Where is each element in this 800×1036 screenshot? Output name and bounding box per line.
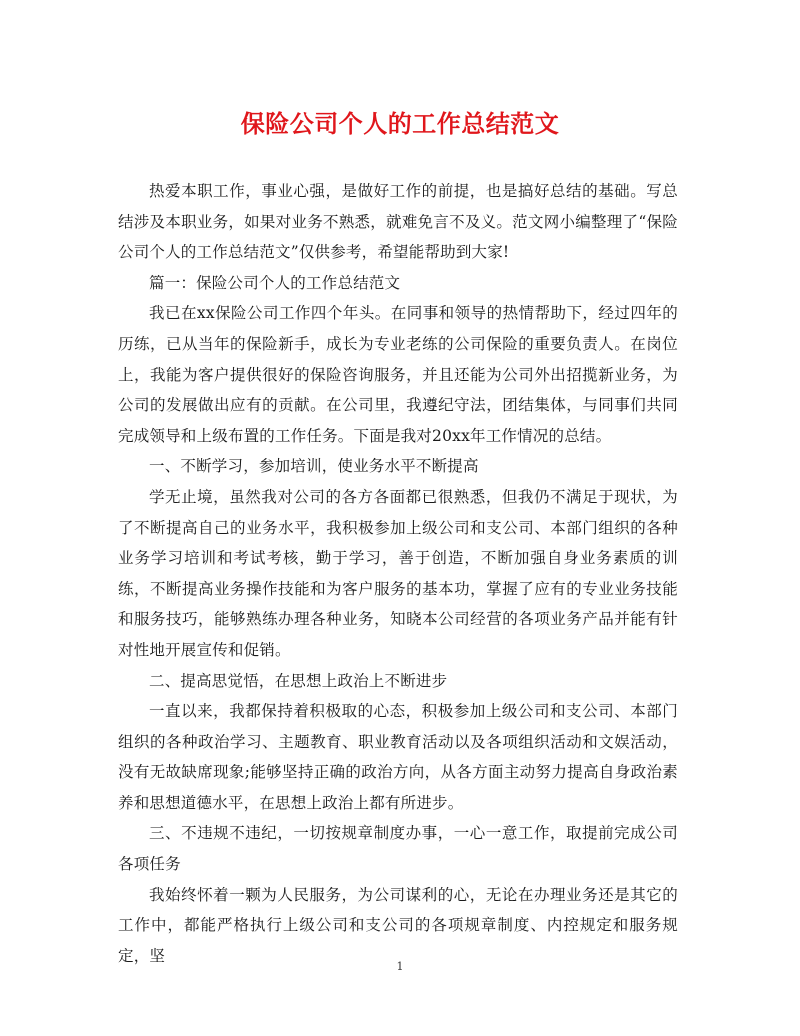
page-number: 1 (396, 960, 404, 973)
paragraph-discipline: 我始终怀着一颗为人民服务，为公司谋利的心，无论在办理业务还是其它的工作中，都能严格执行上级公司和支公司的各项规章制度、内控规定和服务规定，坚 (118, 885, 678, 965)
paragraph-intro: 热爱本职工作，事业心强，是做好工作的前提，也是搞好总结的基础。写总结涉及本职业务，如果对业务不熟悉，就难免言不及义。范文网小编整理了“保险公司个人的工作总结范文”仅供参考，希望能帮助到大家! (118, 182, 678, 262)
paragraph-article-heading: 篇一：保险公司个人的工作总结范文 (149, 273, 401, 292)
section-heading-2: 二、提高思觉悟，在思想上政治上不断进步 (149, 671, 448, 690)
paragraph-overview: 我已在xx保险公司工作四个年头。在同事和领导的热情帮助下，经过四年的历练，已从当年的保险新手，成长为专业老练的公司保险的重要负责人。在岗位上，我能为客户提供很好的保险咨询服务，并且还能为公司外出招揽新业务，为公司的发展做出应有的贡献。在公司里，我遵纪守法，团结集体，与同事们共同完成领导和上级布置的工作任务。下面是我对20xx年工作情况的总结。 (118, 304, 678, 445)
section-heading-3: 三、不违规不违纪，一切按规章制度办事，一心一意工作，取提前完成公司各项任务 (118, 824, 678, 874)
paragraph-learning: 学无止境，虽然我对公司的各方各面都已很熟悉，但我仍不满足于现状，为了不断提高自己的业务水平，我积极参加上级公司和支公司、本部门组织的各种业务学习培训和考试考核，勤于学习，善于创造，不断加强自身业务素质的训练，不断提高业务操作技能和为客户服务的基本功，掌握了应有的专业业务技能和服务技巧，能够熟练办理各种业务，知晓本公司经营的各项业务产品并能有针对性地开展宣传和促销。 (118, 487, 678, 659)
document-body (118, 176, 678, 971)
paragraph-ideology: 一直以来，我都保持着积极取的心态，积极参加上级公司和支公司、本部门组织的各种政治学习、主题教育、职业教育活动以及各项组织活动和文娱活动，没有无故缺席现象;能够坚持正确的政治方向，从各方面主动努力提高自身政治素养和思想道德水平，在思想上政治上都有所进步。 (118, 702, 678, 812)
section-heading-1: 一、不断学习，参加培训，使业务水平不断提高 (149, 457, 479, 476)
document-title: 保险公司个人的工作总结范文 (240, 109, 560, 138)
